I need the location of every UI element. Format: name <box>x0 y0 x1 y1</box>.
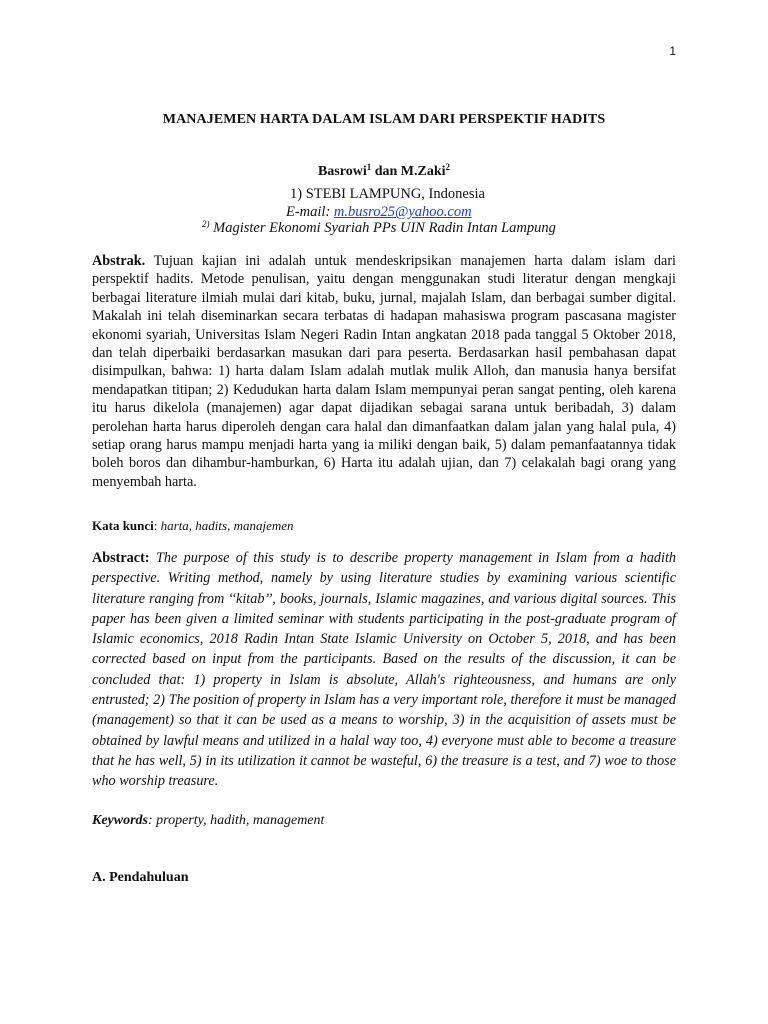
affiliation-2 <box>202 220 556 237</box>
kata-kunci-label: Kata kunci <box>92 518 154 533</box>
kata-kunci-terms: harta, hadits, manajemen <box>160 518 294 533</box>
paper-title: MANAJEMEN HARTA DALAM ISLAM DARI PERSPEKTIF HADITS <box>162 112 606 127</box>
affiliation-2-sup: 2) <box>202 219 210 229</box>
abstrak-text: Tujuan kajian ini adalah untuk mendeskripsikan manajemen harta dalam islam dari perspektif hadits. Metode penulisan, yaitu dengan menggunakan studi literatur dengan mengkaji berbagai literature ilmiah mulai dari kitab, buku, jurnal, majalah Islam, dan berbagai sumber digital. Makalah ini telah diseminarkan secara terbatas di hadapan mahasiswa program pascasana magister ekonomi syariah, Universitas Islam Negeri Radin Intan angkatan 2018 pada tanggal 5 Oktober 2018, dan telah diperbaiki berdasarkan masukan dari para peserta. Berdasarkan hasil pembahasan dapat disimpulkan, bahwa: 1) harta dalam Islam adalah mutlak mulik Alloh, dan manusia hanya bersifat mendapatkan titipan; 2) Kedudukan harta dalam Islam mempunyai peran sangat penting, oleh karena itu harus dikelola (manajemen) agar dapat dijadikan sebagai sarana untuk beribadah, 3) dalam perolehan harta harus diperoleh dengan cara halal dan dimanfaatkan dalam jalan yang halal pula, 4) setiap orang harus mampu menjadi harta yang ia miliki dengan baik, 5) dalam pemanfaatannya tidak boleh boros dan dihambur-hamburkan, 6) Harta itu adalah ujian, dan 7) celakalah bagi orang yang menyembah harta. <box>92 253 676 490</box>
keywords-terms: : property, hadith, management <box>148 813 325 828</box>
author-1-name: Basrowi <box>317 164 367 179</box>
abstract-english <box>92 548 676 792</box>
page-number: 1 <box>669 44 676 58</box>
affiliation-1: 1) STEBI LAMPUNG, Indonesia <box>290 186 485 202</box>
keywords <box>92 813 324 829</box>
author-line <box>0 164 768 180</box>
author-2-name: M.Zaki <box>400 164 446 179</box>
email-label: E-mail: <box>286 204 334 220</box>
abstract-text: The purpose of this study is to describe property management in Islam from a hadith perspective. Writing method, namely by using literature studies by examining various scientific literature ranging from ‘‘kitab’’, books, journals, Islamic magazines, and various digital sources. This paper has been given a limited seminar with students participating in the post-graduate program of Islamic economics, 2018 Radin Intan State Islamic University on October 5, 2018, and has been corrected based on input from the participants. Based on the results of the discussion, it can be concluded that: 1) property in Islam is absolute, Allah's righteousness, and humans are only entrusted; 2) The position of property in Islam has a very important role, therefore it must be managed (management) so that it can be used as a means to worship, 3) in the acquisition of assets must be obtained by lawful means and utilized in a halal way too, 4) everyone must able to become a treasure that he has well, 5) in its utilization it cannot be wasteful, 6) the treasure is a test, and 7) woe to those who worship treasure. <box>92 550 676 790</box>
affiliation-2-text: Magister Ekonomi Syariah PPs UIN Radin Intan Lampung <box>209 220 556 236</box>
author-conjunction: dan <box>371 164 401 179</box>
author-2-sup: 2 <box>445 162 451 172</box>
email-link[interactable]: m.busro25@yahoo.com <box>333 204 472 220</box>
abstrak-label: Abstrak. <box>92 253 146 269</box>
affiliation-email <box>286 204 472 221</box>
abstract-label: Abstract: <box>92 550 150 566</box>
keywords-label: Keywords <box>92 813 148 828</box>
kata-kunci-sep: : <box>153 518 161 533</box>
author-1-sup: 1 <box>366 162 372 172</box>
abstrak-paragraph <box>92 252 676 491</box>
kata-kunci <box>92 518 294 534</box>
section-heading: A. Pendahuluan <box>92 870 189 885</box>
